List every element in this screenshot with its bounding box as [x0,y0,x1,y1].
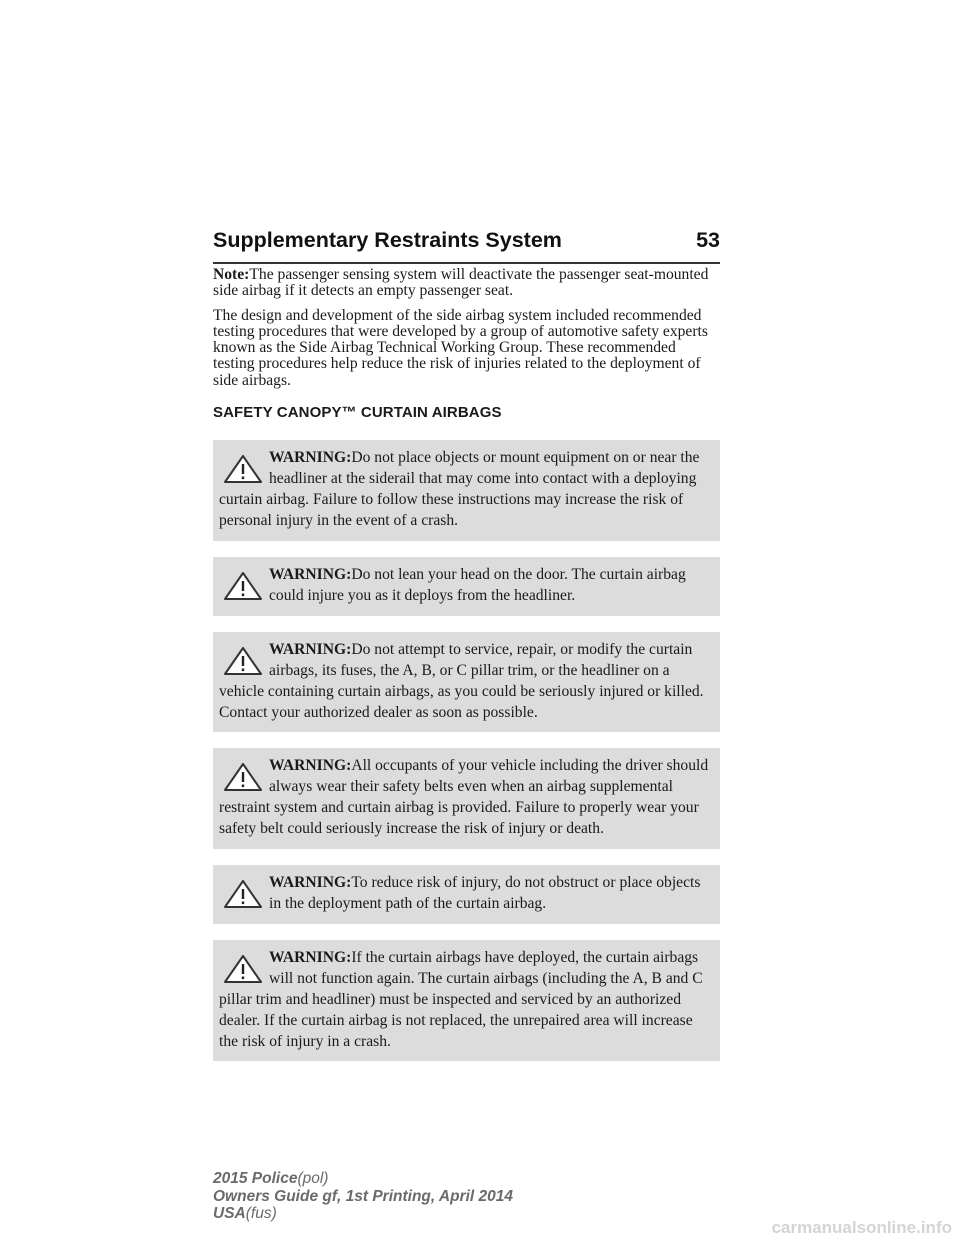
page-content [213,267,720,1077]
warning-text: To reduce risk of injury, do not obstruct or place objects in the deployment path of the curtain airbag. [269,874,701,912]
warning-triangle-icon [223,646,263,676]
page-number: 53 [696,228,720,252]
footer-model: 2015 Police [213,1170,298,1187]
warning-box [213,557,720,616]
header-divider [213,262,720,264]
warning-text: Do not place objects or mount equipment on or near the headliner at the siderail that may come into contact with a deploying curtain airbag. Failure to follow these instructions may increase the risk of personal injury in the event of a crash. [219,449,700,530]
note-paragraph [213,267,720,300]
warning-text: Do not lean your head on the door. The curtain airbag could injure you as it deploys from the headliner. [269,566,686,604]
page-header [213,228,720,253]
warning-triangle-icon [223,762,263,792]
section-heading: SAFETY CANOPY™ CURTAIN AIRBAGS [213,404,502,422]
warning-lead: WARNING: [269,948,352,966]
warning-box [213,440,720,541]
warning-triangle-icon [223,954,263,984]
warning-text: Do not attempt to service, repair, or modify the curtain airbags, its fuses, the A, B, or C pillar trim, or the headliner on a vehicle containing curtain airbags, as you could be seriously injured or killed. Contact your authorized dealer as soon as possible. [219,640,704,721]
footer-model-tag: (pol) [297,1170,329,1187]
footer-line-model [213,1170,513,1188]
footer-market: USA [213,1205,246,1222]
warning-box [213,748,720,849]
design-paragraph: The design and development of the side airbag system included recommended testing procedures that were developed by a group of automotive safety experts known as the Side Airbag Technical Working Group. These recommended testing procedures help reduce the risk of injuries related to the deployment of side airbags. [213,306,708,389]
warning-lead: WARNING: [269,566,352,583]
footer-market-tag: (fus) [245,1205,277,1222]
warning-box [213,940,720,1062]
warning-triangle-icon [223,879,263,909]
warning-triangle-icon [223,571,263,601]
warning-box [213,865,720,924]
page-title: Supplementary Restraints System [213,228,562,252]
footer-line-guide: Owners Guide gf, 1st Printing, April 2014 [213,1187,514,1205]
warning-triangle-icon [223,454,263,484]
warning-lead: WARNING: [269,757,352,775]
footer-line-market [213,1205,513,1223]
warning-text: All occupants of your vehicle including the driver should always wear their safety belts even when an airbag supplemental restraint system and curtain airbag is provided. Failure to properly wear your safety belt could seriously increase the risk of injury or death. [219,757,709,838]
warning-lead: WARNING: [269,640,352,658]
note-text: The passenger sensing system will deactivate the passenger seat-mounted side airbag if it detects an empty passenger seat. [213,266,709,300]
watermark-text: carmanualsonline.info [771,1218,952,1237]
warning-lead: WARNING: [269,874,352,892]
warning-lead: WARNING: [269,449,352,467]
warning-text: If the curtain airbags have deployed, the curtain airbags will not function again. The curtain airbags (including the A, B and C pillar trim and headliner) must be inspected and serviced by an authorized dealer. If the curtain airbag is not replaced, the unrepaired area will increase the risk of injury in a crash. [219,948,703,1050]
warning-box [213,632,720,733]
print-footer [213,1170,513,1223]
note-lead: Note: [213,266,250,283]
